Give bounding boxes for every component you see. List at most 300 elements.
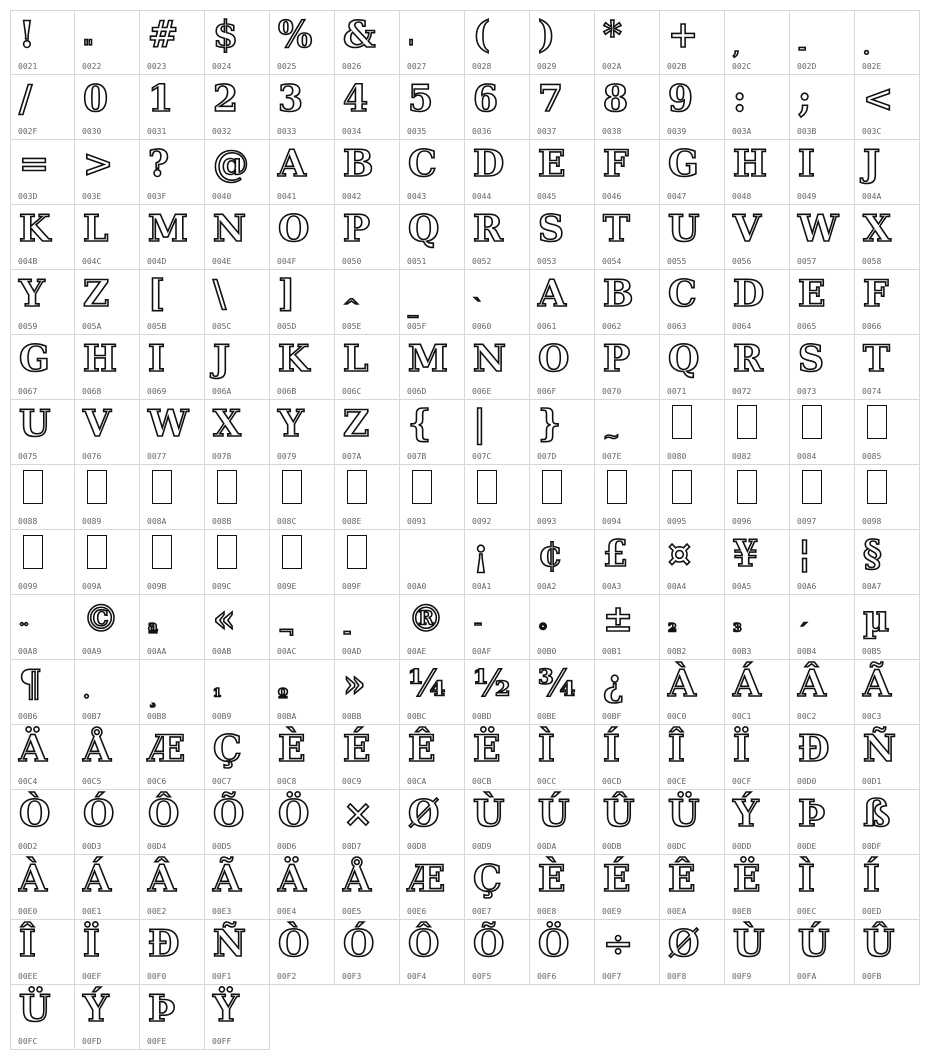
- glyph-sample: (: [473, 14, 491, 56]
- glyph-code-label: 0047: [667, 192, 687, 201]
- glyph-code-label: 0084: [797, 452, 817, 461]
- glyph-sample: P: [343, 208, 371, 250]
- glyph-cell: [400, 920, 465, 985]
- glyph-code-label: 00C7: [212, 777, 232, 786]
- glyph-cell: [270, 855, 335, 920]
- glyph-sample: P: [603, 338, 631, 380]
- glyph-code-label: 0045: [537, 192, 557, 201]
- glyph-code-label: 009B: [147, 582, 167, 591]
- glyph-code-label: 005C: [212, 322, 232, 331]
- glyph-code-label: 0056: [732, 257, 752, 266]
- glyph-cell: [75, 530, 140, 595]
- glyph-cell: [595, 660, 660, 725]
- glyph-code-label: 0042: [342, 192, 362, 201]
- glyph-code-label: 0088: [18, 517, 38, 526]
- glyph-cell: [660, 465, 725, 530]
- glyph-cell: [75, 920, 140, 985]
- glyph-cell: [140, 790, 205, 855]
- glyph-sample: 9: [668, 78, 694, 120]
- glyph-cell: [725, 465, 790, 530]
- glyph-code-label: 0063: [667, 322, 687, 331]
- glyph-cell: [725, 920, 790, 985]
- glyph-code-label: 00AC: [277, 647, 297, 656]
- glyph-cell: [855, 335, 920, 400]
- glyph-cell: [335, 335, 400, 400]
- glyph-cell: [335, 660, 400, 725]
- glyph-cell: [855, 920, 920, 985]
- glyph-code-label: 005E: [342, 322, 362, 331]
- glyph-code-label: 00B2: [667, 647, 687, 656]
- glyph-cell: [400, 595, 465, 660]
- glyph-sample: Ð: [148, 923, 180, 965]
- glyph-code-label: 00A2: [537, 582, 557, 591]
- glyph-cell: [465, 790, 530, 855]
- glyph-code-label: 0097: [797, 517, 817, 526]
- glyph-sample: $: [213, 14, 239, 56]
- glyph-code-label: 002D: [797, 62, 817, 71]
- glyph-code-label: 0044: [472, 192, 492, 201]
- glyph-code-label: 0030: [82, 127, 102, 136]
- glyph-cell: [790, 335, 855, 400]
- missing-glyph-box: [672, 405, 692, 439]
- glyph-cell: [595, 205, 660, 270]
- glyph-sample: 6: [473, 78, 499, 120]
- glyph-sample: ´: [798, 619, 808, 643]
- glyph-sample: Ê: [668, 858, 696, 900]
- glyph-code-label: 006F: [537, 387, 557, 396]
- glyph-code-label: 0082: [732, 452, 752, 461]
- missing-glyph-box: [802, 405, 822, 439]
- glyph-cell: [660, 400, 725, 465]
- glyph-cell: [595, 140, 660, 205]
- glyph-cell: [530, 790, 595, 855]
- glyph-code-label: 00A1: [472, 582, 492, 591]
- glyph-sample: Ù: [473, 793, 505, 835]
- glyph-sample: K: [19, 208, 51, 250]
- missing-glyph-box: [867, 405, 887, 439]
- glyph-sample: Û: [863, 923, 895, 965]
- glyph-sample: A: [278, 143, 306, 185]
- glyph-sample: W: [148, 403, 189, 445]
- glyph-code-label: 007D: [537, 452, 557, 461]
- glyph-code-label: 00B5: [862, 647, 882, 656]
- glyph-sample: ¹: [213, 684, 222, 708]
- glyph-sample: H: [733, 143, 768, 185]
- glyph-cell: [10, 660, 75, 725]
- glyph-cell: [595, 10, 660, 75]
- glyph-sample: Y: [278, 403, 304, 445]
- glyph-sample: Ë: [733, 858, 761, 900]
- glyph-code-label: 00E7: [472, 907, 492, 916]
- glyph-cell: [465, 335, 530, 400]
- glyph-code-label: 0022: [82, 62, 102, 71]
- glyph-sample: 7: [538, 78, 564, 120]
- glyph-cell: [595, 400, 660, 465]
- glyph-cell: [10, 335, 75, 400]
- glyph-cell: [75, 725, 140, 790]
- glyph-code-label: 0050: [342, 257, 362, 266]
- glyph-cell: [465, 465, 530, 530]
- glyph-sample: V: [83, 403, 111, 445]
- glyph-cell: [400, 725, 465, 790]
- glyph-sample: Ö: [538, 923, 570, 965]
- glyph-cell: [530, 530, 595, 595]
- glyph-cell: [10, 530, 75, 595]
- glyph-sample: G: [19, 338, 50, 380]
- glyph-sample: ¨: [19, 619, 29, 643]
- glyph-cell: [205, 985, 270, 1050]
- glyph-sample: Ï: [733, 728, 750, 770]
- glyph-cell: [75, 660, 140, 725]
- glyph-cell: [465, 205, 530, 270]
- glyph-cell: [725, 725, 790, 790]
- glyph-cell: [205, 530, 270, 595]
- glyph-cell: [465, 530, 530, 595]
- glyph-code-label: 009F: [342, 582, 362, 591]
- glyph-sample: S: [538, 208, 564, 250]
- glyph-sample: \: [213, 273, 227, 315]
- glyph-code-label: 0078: [212, 452, 232, 461]
- glyph-sample: Ò: [278, 923, 310, 965]
- glyph-code-label: 0032: [212, 127, 232, 136]
- glyph-cell: [855, 270, 920, 335]
- glyph-cell: [530, 660, 595, 725]
- glyph-sample: Æ: [408, 858, 446, 900]
- glyph-sample: ¶: [19, 663, 42, 705]
- glyph-sample: @: [213, 143, 249, 185]
- glyph-cell: [790, 530, 855, 595]
- glyph-sample: G: [668, 143, 699, 185]
- glyph-cell: [270, 10, 335, 75]
- glyph-code-label: 00B3: [732, 647, 752, 656]
- glyph-code-label: 0089: [82, 517, 102, 526]
- glyph-cell: [140, 660, 205, 725]
- glyph-cell: [725, 400, 790, 465]
- glyph-cell: [660, 530, 725, 595]
- glyph-cell: [790, 205, 855, 270]
- glyph-sample: ¼: [408, 663, 446, 705]
- glyph-code-label: 00F6: [537, 972, 557, 981]
- glyph-sample: N: [213, 208, 246, 250]
- glyph-sample: +: [668, 14, 699, 56]
- glyph-sample: M: [408, 338, 448, 380]
- glyph-code-label: 004F: [277, 257, 297, 266]
- glyph-code-label: 009E: [277, 582, 297, 591]
- glyph-code-label: 0067: [18, 387, 38, 396]
- glyph-cell: [790, 465, 855, 530]
- glyph-code-label: 00A9: [82, 647, 102, 656]
- glyph-code-label: 00E6: [407, 907, 427, 916]
- glyph-code-label: 0079: [277, 452, 297, 461]
- glyph-cell: [790, 660, 855, 725]
- glyph-code-label: 0048: [732, 192, 752, 201]
- glyph-cell: [660, 205, 725, 270]
- glyph-cell: [270, 270, 335, 335]
- glyph-code-label: 0029: [537, 62, 557, 71]
- glyph-code-label: 003A: [732, 127, 752, 136]
- glyph-sample: µ: [863, 598, 890, 640]
- glyph-code-label: 00F4: [407, 972, 427, 981]
- glyph-code-label: 0053: [537, 257, 557, 266]
- glyph-sample: }: [538, 403, 562, 445]
- glyph-code-label: 00B4: [797, 647, 817, 656]
- glyph-code-label: 0065: [797, 322, 817, 331]
- glyph-cell: [75, 595, 140, 660]
- glyph-sample: Ø: [668, 923, 700, 965]
- glyph-code-label: 0071: [667, 387, 687, 396]
- glyph-code-label: 00C2: [797, 712, 817, 721]
- glyph-cell: [465, 400, 530, 465]
- glyph-sample: =: [19, 143, 50, 185]
- glyph-cell: [465, 140, 530, 205]
- glyph-sample: >: [83, 143, 114, 185]
- glyph-code-label: 0085: [862, 452, 882, 461]
- glyph-code-label: 00D3: [82, 842, 102, 851]
- glyph-sample: Î: [19, 923, 36, 965]
- glyph-code-label: 0023: [147, 62, 167, 71]
- glyph-code-label: 00D9: [472, 842, 492, 851]
- glyph-code-label: 00D6: [277, 842, 297, 851]
- glyph-code-label: 00E3: [212, 907, 232, 916]
- glyph-code-label: 00BA: [277, 712, 297, 721]
- glyph-cell: [595, 270, 660, 335]
- glyph-sample: *: [603, 14, 622, 56]
- glyph-cell: [790, 725, 855, 790]
- glyph-code-label: 0060: [472, 322, 492, 331]
- glyph-sample: Õ: [213, 793, 245, 835]
- glyph-cell: [75, 140, 140, 205]
- glyph-sample: ¢: [538, 533, 564, 575]
- glyph-sample: J: [863, 143, 881, 185]
- glyph-cell: [140, 985, 205, 1050]
- glyph-code-label: 00EF: [82, 972, 102, 981]
- glyph-code-label: 0057: [797, 257, 817, 266]
- glyph-cell: [205, 400, 270, 465]
- glyph-code-label: 00DB: [602, 842, 622, 851]
- glyph-code-label: 00E5: [342, 907, 362, 916]
- glyph-cell: [205, 725, 270, 790]
- glyph-cell: [790, 75, 855, 140]
- glyph-code-label: 00BB: [342, 712, 362, 721]
- glyph-code-label: 0025: [277, 62, 297, 71]
- glyph-sample: -: [343, 619, 352, 643]
- glyph-sample: Ù: [733, 923, 765, 965]
- glyph-sample: ²: [668, 619, 677, 643]
- glyph-code-label: 00F7: [602, 972, 622, 981]
- glyph-code-label: 0070: [602, 387, 622, 396]
- glyph-sample: S: [798, 338, 824, 380]
- glyph-cell: [595, 530, 660, 595]
- glyph-cell: [270, 920, 335, 985]
- glyph-cell: [335, 270, 400, 335]
- glyph-cell: [855, 790, 920, 855]
- glyph-sample: Ü: [668, 793, 700, 835]
- missing-glyph-box: [867, 470, 887, 504]
- glyph-sample: %: [278, 14, 313, 56]
- glyph-cell: [75, 270, 140, 335]
- glyph-sample: Æ: [148, 728, 186, 770]
- missing-glyph-box: [23, 535, 43, 569]
- glyph-code-label: 0021: [18, 62, 38, 71]
- glyph-code-label: 00BC: [407, 712, 427, 721]
- glyph-code-label: 00FE: [147, 1037, 167, 1046]
- glyph-sample: V: [733, 208, 761, 250]
- glyph-cell: [465, 10, 530, 75]
- glyph-sample: U: [668, 208, 700, 250]
- glyph-cell: [465, 75, 530, 140]
- glyph-code-label: 006B: [277, 387, 297, 396]
- glyph-code-label: 0072: [732, 387, 752, 396]
- glyph-sample: H: [83, 338, 118, 380]
- glyph-sample: È: [538, 858, 566, 900]
- glyph-code-label: 00D7: [342, 842, 362, 851]
- glyph-code-label: 002C: [732, 62, 752, 71]
- glyph-sample: 5: [408, 78, 434, 120]
- glyph-sample: Ä: [278, 858, 306, 900]
- glyph-code-label: 00C6: [147, 777, 167, 786]
- glyph-code-label: 00BF: [602, 712, 622, 721]
- glyph-cell: [855, 530, 920, 595]
- glyph-cell: [205, 920, 270, 985]
- glyph-cell: [725, 205, 790, 270]
- glyph-code-label: 007C: [472, 452, 492, 461]
- glyph-sample: Ÿ: [213, 988, 239, 1030]
- glyph-cell: [205, 10, 270, 75]
- glyph-code-label: 00C8: [277, 777, 297, 786]
- glyph-code-label: 002E: [862, 62, 882, 71]
- glyph-code-label: 00C9: [342, 777, 362, 786]
- glyph-code-label: 0041: [277, 192, 297, 201]
- glyph-sample: `: [473, 294, 483, 318]
- glyph-cell: [205, 595, 270, 660]
- glyph-sample: I: [798, 143, 815, 185]
- glyph-code-label: 008B: [212, 517, 232, 526]
- glyph-code-label: 00A4: [667, 582, 687, 591]
- glyph-code-label: 00DA: [537, 842, 557, 851]
- glyph-code-label: 00DC: [667, 842, 687, 851]
- glyph-cell: [270, 465, 335, 530]
- glyph-code-label: 00AD: [342, 647, 362, 656]
- glyph-cell: [465, 725, 530, 790]
- glyph-cell: [465, 595, 530, 660]
- glyph-sample: ): [538, 14, 556, 56]
- glyph-sample: Ç: [473, 858, 502, 900]
- glyph-cell: [140, 530, 205, 595]
- glyph-cell: [140, 10, 205, 75]
- glyph-sample: Ñ: [213, 923, 246, 965]
- glyph-cell: [400, 660, 465, 725]
- glyph-sample: Z: [343, 403, 370, 445]
- glyph-cell: [270, 790, 335, 855]
- glyph-cell: [205, 140, 270, 205]
- glyph-sample: Z: [83, 273, 110, 315]
- glyph-cell: [270, 530, 335, 595]
- glyph-cell: [205, 660, 270, 725]
- glyph-sample: X: [213, 403, 241, 445]
- glyph-code-label: 00F9: [732, 972, 752, 981]
- glyph-sample: D: [733, 273, 765, 315]
- glyph-code-label: 0026: [342, 62, 362, 71]
- glyph-sample: ^: [343, 294, 360, 318]
- glyph-sample: ½: [473, 663, 511, 705]
- glyph-cell: [595, 335, 660, 400]
- glyph-cell: [660, 140, 725, 205]
- glyph-code-label: 00BD: [472, 712, 492, 721]
- glyph-sample: »: [343, 663, 366, 705]
- glyph-code-label: 00C3: [862, 712, 882, 721]
- glyph-sample: X: [863, 208, 891, 250]
- glyph-cell: [465, 920, 530, 985]
- glyph-sample: Þ: [148, 988, 176, 1030]
- glyph-sample: F: [603, 143, 629, 185]
- glyph-code-label: 004E: [212, 257, 232, 266]
- glyph-cell: [855, 465, 920, 530]
- glyph-code-label: 005F: [407, 322, 427, 331]
- glyph-cell: [790, 595, 855, 660]
- glyph-cell: [595, 75, 660, 140]
- glyph-cell: [530, 140, 595, 205]
- glyph-cell: [270, 660, 335, 725]
- missing-glyph-box: [347, 535, 367, 569]
- missing-glyph-box: [542, 470, 562, 504]
- glyph-sample: Ï: [83, 923, 100, 965]
- glyph-cell: [270, 400, 335, 465]
- glyph-cell: [400, 10, 465, 75]
- glyph-sample: Þ: [798, 793, 826, 835]
- glyph-cell: [205, 270, 270, 335]
- glyph-cell: [140, 855, 205, 920]
- glyph-sample: E: [538, 143, 566, 185]
- glyph-sample: É: [343, 728, 371, 770]
- glyph-sample: ®: [408, 598, 444, 640]
- glyph-code-label: 00E8: [537, 907, 557, 916]
- glyph-cell: [140, 400, 205, 465]
- glyph-sample: B: [343, 143, 374, 185]
- glyph-code-label: 0049: [797, 192, 817, 201]
- missing-glyph-box: [802, 470, 822, 504]
- glyph-cell: [10, 400, 75, 465]
- missing-glyph-box: [477, 470, 497, 504]
- glyph-cell: [335, 140, 400, 205]
- glyph-sample: -: [798, 35, 807, 59]
- glyph-cell: [725, 10, 790, 75]
- glyph-cell: [530, 270, 595, 335]
- glyph-code-label: 00B0: [537, 647, 557, 656]
- glyph-cell: [660, 790, 725, 855]
- glyph-code-label: 00A0: [407, 582, 427, 591]
- glyph-sample: #: [148, 14, 179, 56]
- glyph-sample: Í: [863, 858, 880, 900]
- glyph-cell: [595, 465, 660, 530]
- glyph-sample: O: [538, 338, 570, 380]
- glyph-sample: Ö: [278, 793, 310, 835]
- glyph-code-label: 0052: [472, 257, 492, 266]
- glyph-code-label: 00E9: [602, 907, 622, 916]
- glyph-cell: [725, 595, 790, 660]
- glyph-cell: [205, 790, 270, 855]
- glyph-cell: [400, 140, 465, 205]
- glyph-sample: _: [408, 294, 418, 318]
- glyph-cell: [790, 400, 855, 465]
- glyph-sample: 0: [83, 78, 109, 120]
- glyph-cell: [10, 855, 75, 920]
- glyph-cell: [75, 205, 140, 270]
- missing-glyph-box: [87, 535, 107, 569]
- glyph-code-label: 00C0: [667, 712, 687, 721]
- glyph-sample: ~: [603, 424, 620, 448]
- glyph-cell: [75, 790, 140, 855]
- glyph-code-label: 0077: [147, 452, 167, 461]
